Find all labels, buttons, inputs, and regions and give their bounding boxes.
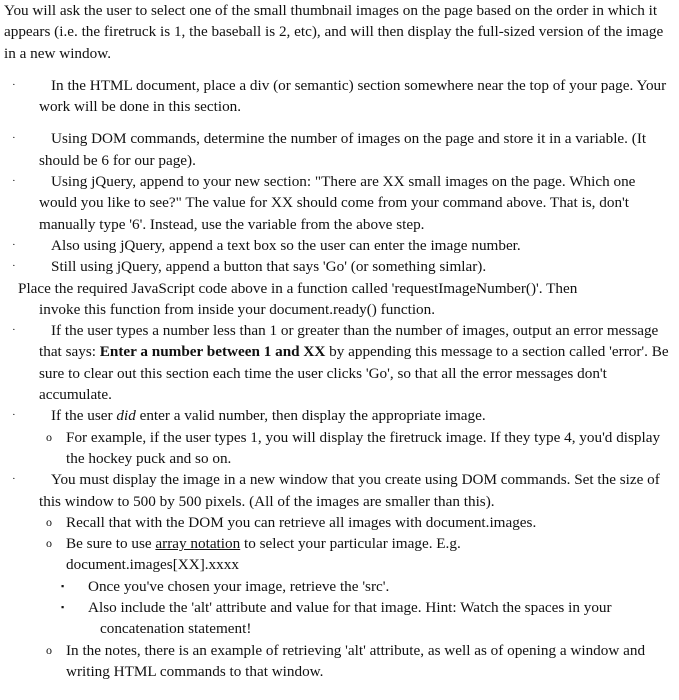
sub-item — [4, 533, 676, 576]
sub-item — [4, 640, 676, 683]
sub-item-text: For example, if the user types 1, you will display the firetruck image. If they type 4, you'd display the hockey puck and so on. — [66, 428, 661, 467]
bullet-marker: · — [12, 409, 16, 422]
bullet-item — [4, 128, 676, 171]
bullet-marker: · — [12, 238, 16, 251]
bullet-marker: · — [12, 78, 16, 91]
sub-sub-item — [4, 576, 676, 597]
bullet-marker: · — [12, 132, 16, 145]
square-marker: ▪ — [61, 602, 65, 613]
function-instruction-line1: Place the required JavaScript code above in a function called 'requestImageNumber()'. Then — [18, 279, 578, 297]
sub-item — [4, 512, 676, 533]
code-example: document.images[XX].xxxx — [66, 556, 239, 574]
bullet-item — [4, 320, 676, 405]
sub-sub-item-text: Once you've chosen your image, retrieve the 'src'. — [88, 577, 390, 595]
array-notation-link-text: array notation — [155, 535, 241, 553]
bullet-item — [4, 171, 676, 235]
error-message-text: Enter a number between 1 and XX — [99, 343, 326, 361]
function-instruction-line2: invoke this function from inside your document.ready() function. — [39, 300, 436, 318]
circle-marker: o — [46, 514, 52, 529]
assignment-document — [4, 0, 676, 682]
bullet-marker: · — [12, 260, 16, 273]
bullet-item — [4, 75, 676, 118]
sub-item-text: In the notes, there is an example of retrieving 'alt' attribute, as well as of opening a window and writing HTML commands to that window. — [66, 641, 646, 680]
bullet-text: If the user did enter a valid number, then display the appropriate image. — [51, 407, 486, 425]
bullet-item — [4, 256, 676, 277]
circle-marker: o — [46, 536, 52, 551]
square-marker: ▪ — [61, 580, 65, 591]
emphasis-did: did — [116, 407, 136, 425]
bullet-item — [4, 405, 676, 426]
bullet-text: In the HTML document, place a div (or semantic) section somewhere near the top of your page. Your work will be done in this section. — [39, 76, 667, 116]
bullet-text: If the user types a number less than 1 or greater than the number of images, output an error message that says: Enter a number between 1 and XX by appending this message to a section called 'error'. Be sure to clear out this section each time the user clicks 'Go', so that all the error messages don't accumulate. — [39, 322, 669, 404]
sub-item — [4, 427, 676, 470]
sub-sub-item-text: Also include the 'alt' attribute and value for that image. Hint: Watch the spaces in your concatenation statement! — [88, 599, 612, 638]
bullet-marker: · — [12, 175, 16, 188]
bullet-item — [4, 235, 676, 256]
function-instruction — [4, 278, 676, 321]
circle-marker: o — [46, 429, 52, 444]
bullet-item — [4, 469, 676, 512]
bullet-text: Using DOM commands, determine the number of images on the page and store it in a variable. (It should be 6 for our page). — [39, 130, 647, 169]
sub-sub-item — [4, 597, 676, 640]
bullet-marker: · — [12, 473, 16, 486]
bullet-text: Also using jQuery, append a text box so the user can enter the image number. — [51, 236, 521, 254]
bullet-text: Using jQuery, append to your new section: "There are XX small images on the page. Which one would you like to see?" The value for XX should come from your command above. That is, don't manually type '6'. Instead, use the variable from the above step. — [39, 173, 636, 233]
bullet-text: Still using jQuery, append a button that says 'Go' (or something simlar). — [51, 258, 487, 276]
circle-marker: o — [46, 642, 52, 657]
sub-item-text: Recall that with the DOM you can retrieve all images with document.images. — [66, 513, 537, 531]
bullet-marker: · — [12, 324, 16, 337]
bullet-text: You must display the image in a new window that you create using DOM commands. Set the size of this window to 500 by 500 pixels. (All of the images are smaller than this). — [39, 471, 660, 510]
intro-paragraph: You will ask the user to select one of the small thumbnail images on the page based on the order in which it appears (i.e. the firetruck is 1, the baseball is 2, etc), and will then display the full-sized version of the image in a new window. — [4, 2, 664, 62]
sub-item-text: Be sure to use array notation to select your particular image. E.g. document.images[XX].xxxx — [66, 535, 461, 574]
